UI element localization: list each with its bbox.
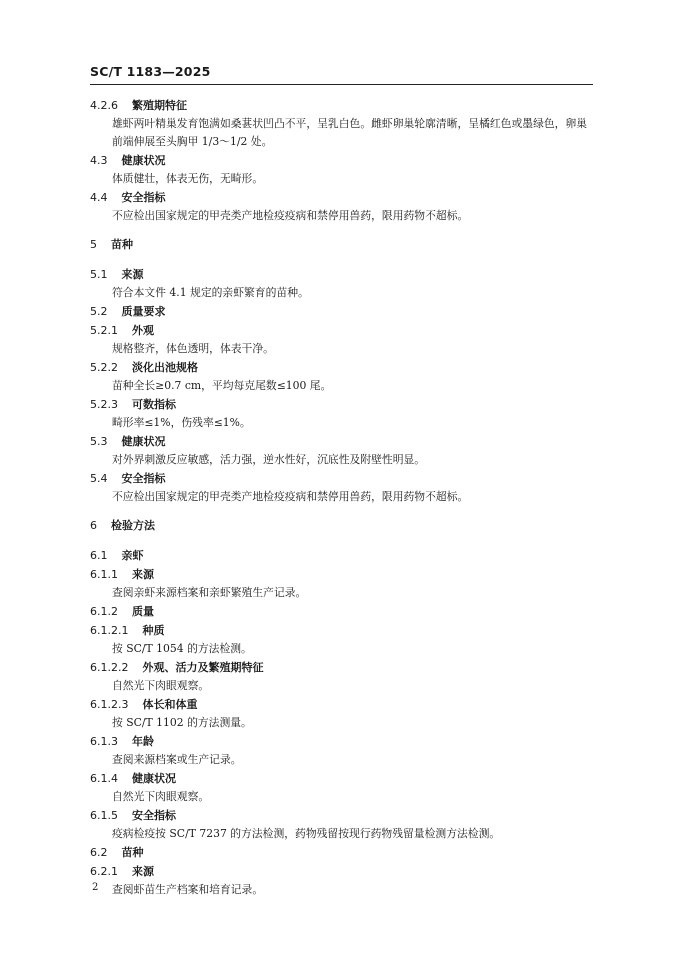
section-title: 体长和体重 bbox=[142, 698, 198, 711]
section-heading bbox=[90, 265, 595, 284]
section-title: 健康状况 bbox=[121, 154, 166, 167]
section-heading bbox=[90, 432, 595, 451]
section-title: 质量 bbox=[132, 605, 154, 618]
section-heading bbox=[90, 695, 595, 714]
paragraph-line: 查阅来源档案或生产记录。 bbox=[112, 753, 242, 766]
section-heading bbox=[90, 96, 595, 115]
section-heading bbox=[90, 602, 595, 621]
section-title: 苗种 bbox=[121, 846, 144, 859]
section-heading bbox=[90, 469, 595, 488]
chapter-heading bbox=[90, 506, 595, 546]
document-body bbox=[90, 96, 595, 899]
section-title: 苗种 bbox=[111, 238, 133, 251]
section-number: 6.1.2.2 bbox=[90, 661, 129, 674]
section-heading bbox=[90, 395, 595, 414]
paragraph-line: 雄虾两叶精巢发育饱满如桑葚状凹凸不平，呈乳白色。雌虾卵巢轮廓清晰，呈橘红色或墨绿色，卵巢 bbox=[112, 117, 588, 130]
section-heading bbox=[90, 188, 595, 207]
section-number: 5.2.3 bbox=[90, 398, 118, 411]
paragraph-line: 不应检出国家规定的甲壳类产地检疫疫病和禁停用兽药，限用药物不超标。 bbox=[112, 209, 469, 222]
section-number: 6.1.1 bbox=[90, 568, 118, 581]
section-title: 繁殖期特征 bbox=[132, 99, 187, 112]
section-heading bbox=[90, 358, 595, 377]
paragraph-line: 不应检出国家规定的甲壳类产地检疫疫病和禁停用兽药，限用药物不超标。 bbox=[112, 490, 469, 503]
section-title: 来源 bbox=[121, 268, 144, 281]
section-number: 6.1.2.3 bbox=[90, 698, 129, 711]
section-heading bbox=[90, 151, 595, 170]
section-title: 健康状况 bbox=[132, 772, 176, 785]
section-title: 健康状况 bbox=[121, 435, 166, 448]
paragraph-line: 对外界刺激反应敏感，活力强，逆水性好，沉底性及附壁性明显。 bbox=[112, 453, 426, 466]
section-heading bbox=[90, 843, 595, 862]
section-title: 年龄 bbox=[132, 735, 154, 748]
section-heading bbox=[90, 565, 595, 584]
section-heading bbox=[90, 302, 595, 321]
section-title: 可数指标 bbox=[132, 398, 176, 411]
paragraph-line: 前端伸展至头胸甲 1/3～1/2 处。 bbox=[112, 135, 273, 148]
paragraph-line: 疫病检疫按 SC/T 7237 的方法检测，药物残留按现行药物残留量检测方法检测。 bbox=[112, 827, 501, 840]
section-number: 5.2.2 bbox=[90, 361, 118, 374]
paragraph-line: 体质健壮，体表无伤，无畸形。 bbox=[112, 172, 264, 185]
section-title: 外观、活力及繁殖期特征 bbox=[142, 661, 264, 674]
paragraph-line: 查阅虾苗生产档案和培育记录。 bbox=[112, 883, 264, 896]
section-number: 6.1.2.1 bbox=[90, 624, 129, 637]
section-number: 6.1.3 bbox=[90, 735, 118, 748]
section-number: 5.4 bbox=[90, 472, 108, 485]
section-heading bbox=[90, 546, 595, 565]
section-heading bbox=[90, 321, 595, 340]
section-number: 6.2.1 bbox=[90, 865, 118, 878]
section-title: 淡化出池规格 bbox=[132, 361, 198, 374]
section-heading bbox=[90, 862, 595, 881]
section-number: 6.1.5 bbox=[90, 809, 118, 822]
section-number: 5.1 bbox=[90, 268, 108, 281]
paragraph-line: 符合本文件 4.1 规定的亲虾繁育的苗种。 bbox=[112, 286, 309, 299]
section-title: 检验方法 bbox=[111, 519, 155, 532]
paragraph-line: 自然光下肉眼观察。 bbox=[112, 679, 210, 692]
paragraph-line: 规格整齐，体色透明，体表干净。 bbox=[112, 342, 274, 355]
paragraph-line: 自然光下肉眼观察。 bbox=[112, 790, 210, 803]
paragraph-line: 查阅亲虾来源档案和亲虾繁殖生产记录。 bbox=[112, 586, 307, 599]
section-number: 5.2.1 bbox=[90, 324, 118, 337]
section-title: 安全指标 bbox=[132, 809, 176, 822]
section-number: 6.1.4 bbox=[90, 772, 118, 785]
section-title: 质量要求 bbox=[121, 305, 166, 318]
section-number: 4.2.6 bbox=[90, 99, 118, 112]
section-number: 5.3 bbox=[90, 435, 108, 448]
section-number: 5.2 bbox=[90, 305, 108, 318]
section-number: 5 bbox=[90, 238, 97, 251]
paragraph-line: 按 SC/T 1054 的方法检测。 bbox=[112, 642, 252, 655]
section-heading bbox=[90, 732, 595, 751]
paragraph-line: 按 SC/T 1102 的方法测量。 bbox=[112, 716, 252, 729]
section-number: 6.1.2 bbox=[90, 605, 118, 618]
section-title: 来源 bbox=[132, 568, 154, 581]
section-heading bbox=[90, 806, 595, 825]
section-number: 6.2 bbox=[90, 846, 108, 859]
section-heading bbox=[90, 621, 595, 640]
document-header-id: SC/T 1183—2025 bbox=[90, 64, 211, 79]
section-number: 4.3 bbox=[90, 154, 108, 167]
section-title: 种质 bbox=[142, 624, 165, 637]
paragraph-line: 畸形率≤1%，伤残率≤1%。 bbox=[112, 416, 251, 429]
header-rule bbox=[90, 84, 593, 85]
section-number: 6 bbox=[90, 519, 97, 532]
section-title: 外观 bbox=[132, 324, 154, 337]
section-title: 安全指标 bbox=[121, 472, 166, 485]
section-title: 亲虾 bbox=[121, 549, 144, 562]
section-number: 6.1 bbox=[90, 549, 108, 562]
chapter-heading bbox=[90, 225, 595, 265]
section-title: 安全指标 bbox=[121, 191, 166, 204]
paragraph-line: 苗种全长≥0.7 cm，平均每克尾数≤100 尾。 bbox=[112, 379, 332, 392]
page-number: 2 bbox=[92, 882, 99, 893]
section-heading bbox=[90, 658, 595, 677]
section-title: 来源 bbox=[132, 865, 154, 878]
section-heading bbox=[90, 769, 595, 788]
section-number: 4.4 bbox=[90, 191, 108, 204]
